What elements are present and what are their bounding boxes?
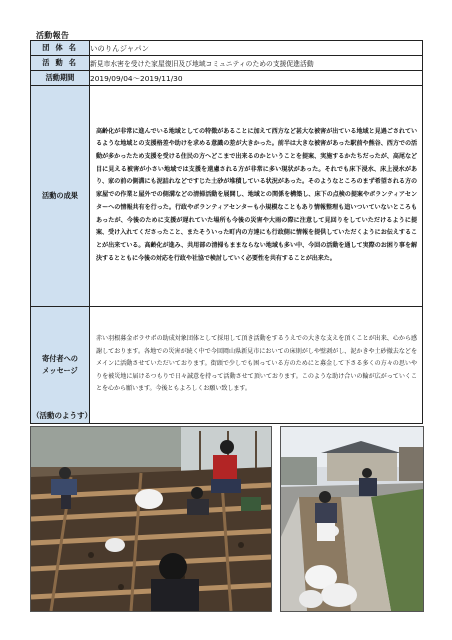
- donor-label-line1: 寄付者への: [42, 354, 78, 363]
- org-value: いのりんジャパン: [90, 41, 423, 56]
- period-row: [31, 71, 423, 86]
- period-label: 活動期間: [31, 71, 90, 86]
- report-table: [30, 40, 423, 424]
- donor-message-cell: [90, 307, 423, 424]
- floor-work-illustration: [31, 427, 271, 611]
- activity-row: [31, 56, 423, 71]
- results-label: 活動の成果: [31, 86, 90, 307]
- gutter-cleanup-illustration: [281, 427, 423, 611]
- org-label: 団 体 名: [31, 41, 90, 56]
- donor-message-row: [31, 307, 423, 424]
- donor-message-text: 赤い羽根募金ボラサポの助成対象団体として採用して頂き活動をするうえでの大きな支えを頂くことが出来、心から感謝しております。各地での災害が続く中で今回岡山県新見市においての床則がしや壁剥がし、泥かきや土砂撤去などをメインに活動させていただいております。街頭で少しでも困っている方のためにと募金して下さる多くの方々の思いやりを被災地に届けるつもりで日々誠意を持って活動させて頂いております。このような助け合いの輪が広がっていくことを心から願います。今後ともよろしくお願い致します。: [96, 335, 417, 393]
- donor-label-line2: メッセージ: [42, 366, 78, 375]
- org-row: [31, 41, 423, 56]
- activity-photo-gutter-cleanup: [280, 426, 424, 612]
- activity-label: 活 動 名: [31, 56, 90, 71]
- activity-photos-title: （活動のようす）: [32, 411, 92, 420]
- results-text: 高齢化が非常に進んでいる地域としての特徴があることに加えて西方など甚大な被害が出ている地域と見過ごされているような地域との支援格差や助けを求める意識の差が大きかった。前半は大きな被害があった駅前や熊谷、西方での活動が多かったため支援を受ける住民の方へどこまで出来るのかということを提案、実施するかたちだったが、高尾など目に見える被害が小さい地域では支援を遠慮される方が非常に多い現状があった。それでも床下浸水、床上浸水があり、家の前の側溝にも泥詰れなどですじた土砂が堆積している状況があった。そのようなところのまず希望される方の家屋での作業と屋外での側溝などの清掃活動を展開し、地域との関係を構築し、床下の点検の提案やボランティアセンターへの情報共有を行った。行政やボランティアセンターも小規模なこともあり情報整理も追いついていないところもあったが、今後のために支援が遅れていた場所も今後の災害や大雨の際に注意して見回りをしていただけるように提案、受け入れてくださったこと、またそういった町内の方達にも行政側に情報を提供していただくようにお伝えすることが出来ている。高齢化が進み、共用部の清掃もままならない地域も多い中、今回の活動を通して実際のお困り事を解決するとともに今後の対応を行政や社協で検討していく必要性を共有することが出来た。: [96, 127, 417, 262]
- activity-photo-floor-work: [30, 426, 272, 612]
- activity-value: 新見市水害を受けた家屋復旧及び地域コミュニティのための支援促進活動: [90, 56, 423, 71]
- report-title: 活動報告: [36, 31, 70, 40]
- results-cell: [90, 86, 423, 307]
- donor-message-label: [31, 307, 90, 424]
- period-value: 2019/09/04～2019/11/30: [90, 71, 423, 86]
- results-row: [31, 86, 423, 307]
